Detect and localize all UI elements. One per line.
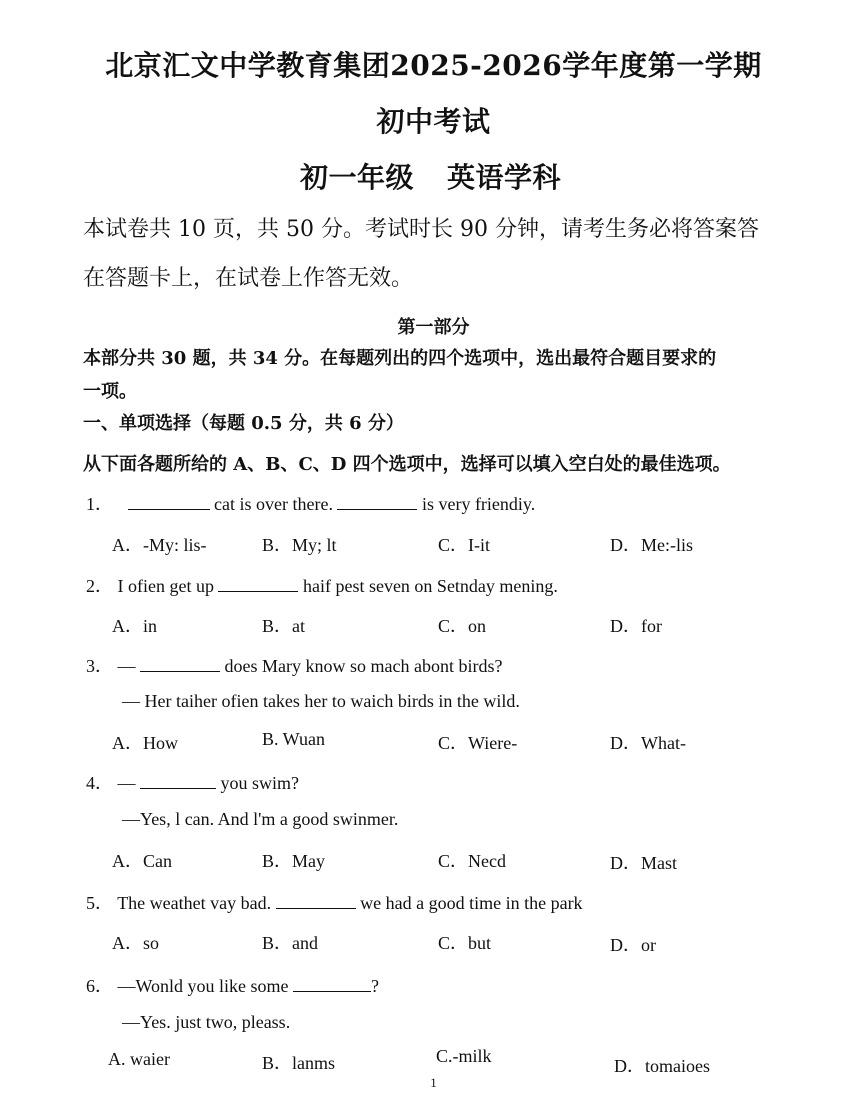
question-6-option-b: B．lanms xyxy=(262,1053,336,1073)
question-2-option-a: A．in xyxy=(112,616,157,636)
question-3-option-b: B. Wuan xyxy=(262,729,325,749)
question-1-option-c: C．I-it xyxy=(438,535,490,555)
question-3-option-c: C．Wiere- xyxy=(438,733,518,753)
stem-text: cat is over there. xyxy=(209,494,338,514)
question-6-option-d: D．tomaioes xyxy=(614,1056,710,1076)
question-5-option-a: A．so xyxy=(112,933,160,953)
question-1-option-d: D．Me:-lis xyxy=(610,535,693,555)
question-3-reply: — Her taiher ofien takes her to waich birds in the wild. xyxy=(122,691,520,711)
question-5-option-b: B．and xyxy=(262,933,318,953)
question-5-option-d: D．or xyxy=(610,935,656,955)
question-3-stem xyxy=(86,652,502,678)
question-6-option-c: C.-milk xyxy=(436,1046,492,1066)
stem-text: we had a good time in the park xyxy=(355,893,583,913)
question-4-option-c: C．Necd xyxy=(438,851,506,871)
question-5-option-c: C．but xyxy=(438,933,492,953)
answer-blank xyxy=(218,575,298,592)
question-3-option-a: A．How xyxy=(112,733,178,753)
question-4-stem xyxy=(86,769,299,795)
question-number: 3． xyxy=(86,656,113,676)
instructions-line-1: 本试卷共 10 页，共 50 分。考试时长 90 分钟，请考生务必将答案答 xyxy=(83,217,759,242)
question-number: 2． xyxy=(86,576,113,596)
stem-text: — xyxy=(117,656,140,676)
exam-title: 北京汇文中学教育集团2025-2026学年度第一学期 xyxy=(105,49,762,82)
stem-text: — xyxy=(117,773,140,793)
stem-text: you swim? xyxy=(216,773,299,793)
grade-label: 初一年级 xyxy=(300,161,415,194)
section-heading: 一、单项选择（每题 0.5 分，共 6 分） xyxy=(83,413,404,434)
exam-subtitle: 初中考试 xyxy=(376,105,491,138)
stem-text: I ofien get up xyxy=(117,576,219,596)
answer-blank xyxy=(140,772,216,789)
answer-blank xyxy=(337,493,417,510)
stem-text: is very friendiy. xyxy=(417,494,536,514)
question-number: 5． xyxy=(86,893,113,913)
question-4-reply: —Yes, l can. And l'm a good swinmer. xyxy=(122,809,399,829)
stem-text: —Wonld you like some xyxy=(117,976,294,996)
part-description-line-1: 本部分共 30 题，共 34 分。在每题列出的四个选项中，选出最符合题目要求的 xyxy=(83,348,717,369)
question-number: 4． xyxy=(86,773,113,793)
answer-blank xyxy=(140,655,220,672)
stem-text: haif pest seven on Setnday mening. xyxy=(298,576,558,596)
question-4-option-a: A．Can xyxy=(112,851,172,871)
answer-blank xyxy=(276,892,356,909)
question-number: 6． xyxy=(86,976,113,996)
instructions-line-2: 在答题卡上，在试卷上作答无效。 xyxy=(83,266,414,291)
question-6-stem xyxy=(86,972,379,998)
part-heading: 第一部分 xyxy=(397,317,470,338)
question-5-stem xyxy=(86,889,583,915)
question-4-option-b: B．May xyxy=(262,851,325,871)
part-description-line-2: 一项。 xyxy=(83,381,137,402)
question-6-option-a: A. waier xyxy=(108,1049,170,1069)
stem-text: does Mary know so mach abont birds? xyxy=(220,656,503,676)
question-6-reply: —Yes. just two, pleass. xyxy=(122,1012,291,1032)
question-2-option-d: D．for xyxy=(610,616,662,636)
question-1-stem xyxy=(86,490,535,516)
question-1-option-a: A．-My: lis- xyxy=(112,535,207,555)
question-4-option-d: D．Mast xyxy=(610,853,677,873)
section-direction: 从下面各题所给的 A、B、C、D 四个选项中，选择可以填入空白处的最佳选项。 xyxy=(83,454,731,475)
question-number: 1． xyxy=(86,494,113,514)
answer-blank xyxy=(128,493,210,510)
stem-text: ? xyxy=(371,976,380,996)
question-2-stem xyxy=(86,572,558,598)
subject-label: 英语学科 xyxy=(447,161,562,194)
question-3-option-d: D．What- xyxy=(610,733,686,753)
answer-blank xyxy=(293,975,371,992)
question-2-option-c: C．on xyxy=(438,616,487,636)
question-2-option-b: B．at xyxy=(262,616,305,636)
page-number: 1 xyxy=(430,1075,437,1090)
question-1-option-b: B．My; lt xyxy=(262,535,337,555)
stem-text: The weathet vay bad. xyxy=(117,893,276,913)
